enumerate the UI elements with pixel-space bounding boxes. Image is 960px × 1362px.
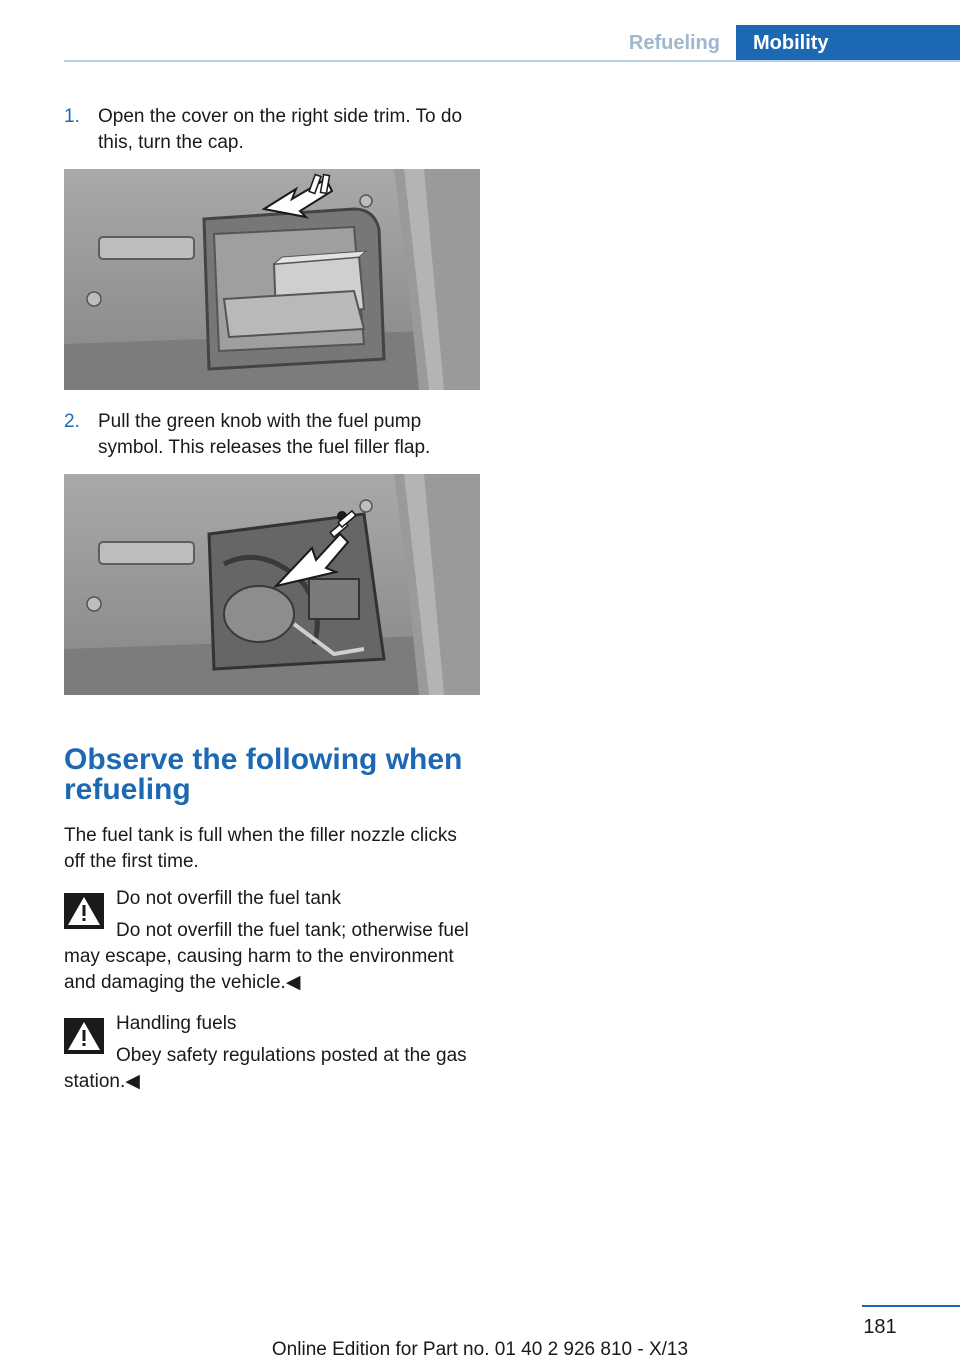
figure-release-knob — [64, 474, 480, 695]
warning-handling-fuels — [64, 1011, 480, 1095]
step-2 — [64, 409, 484, 461]
warning-body: Do not overfill the fuel tank; otherwise fuel may escape, causing harm to the environment and damaging the vehicle.◀ — [64, 920, 469, 993]
header-section-label: Refueling — [628, 32, 720, 54]
edition-note: Online Edition for Part no. 01 40 2 926 810 - X/13 — [271, 1339, 689, 1360]
step-text: Open the cover on the right side trim. To do this, turn the cap. — [98, 106, 463, 153]
warning-overfill — [64, 886, 480, 996]
header-chapter-tab: Mobility — [736, 25, 960, 62]
header-rule — [64, 60, 960, 62]
section-intro: The fuel tank is full when the filler nozzle clicks off the first time. — [64, 825, 457, 872]
footer-rule — [862, 1305, 960, 1307]
warning-title: Handling fuels — [116, 1013, 237, 1034]
warning-title: Do not overfill the fuel tank — [116, 888, 341, 909]
step-1 — [64, 104, 484, 156]
step-number: 1. — [64, 106, 80, 127]
warning-body: Obey safety regulations posted at the gas station.◀ — [64, 1045, 467, 1092]
step-number: 2. — [64, 411, 80, 432]
section-heading: Observe the following when refueling — [64, 743, 463, 806]
figure-trim-cover — [64, 169, 480, 390]
step-text: Pull the green knob with the fuel pump symbol. This releases the fuel filler flap. — [98, 411, 431, 458]
page-number: 181 — [863, 1316, 897, 1338]
